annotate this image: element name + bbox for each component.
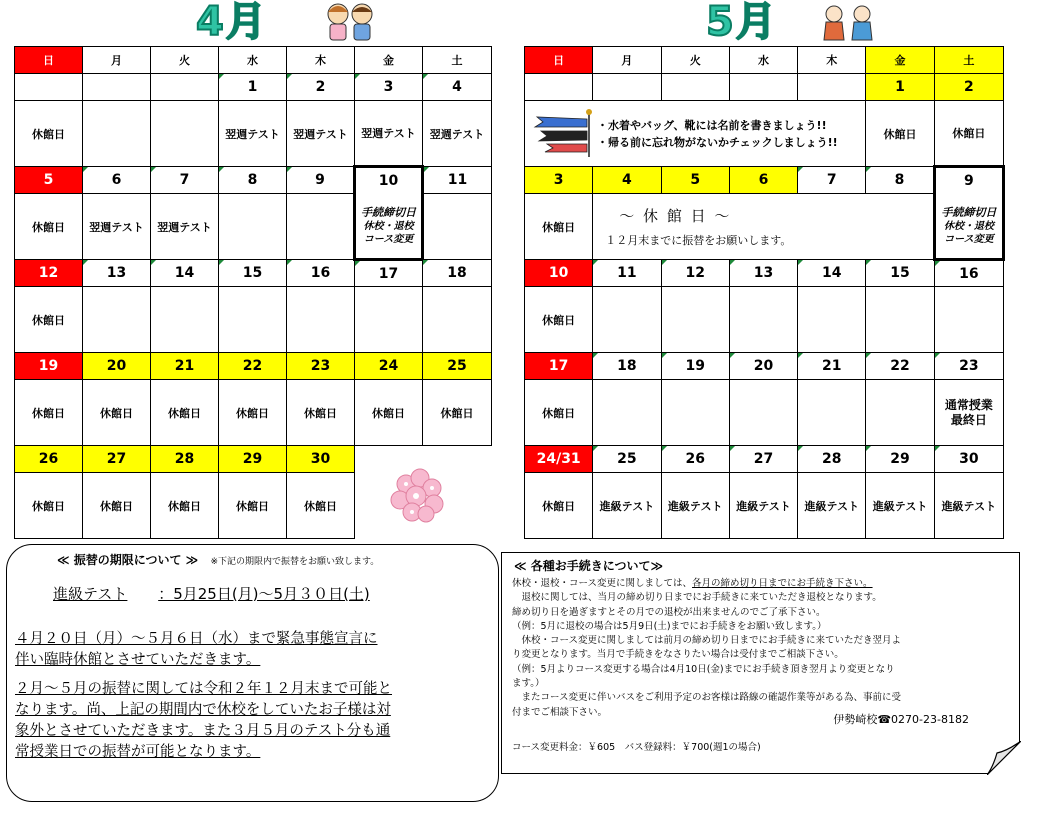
day-event xyxy=(798,287,866,353)
weekday-header: 火 xyxy=(661,47,729,74)
day-event: 翌週テスト xyxy=(219,101,287,167)
weekday-header: 金 xyxy=(355,47,423,74)
day-event xyxy=(219,287,287,353)
day-event: 休館日 xyxy=(15,380,83,446)
notice-heading: ≪ 各種お手続きについて≫ xyxy=(514,559,664,573)
day-event xyxy=(287,287,355,353)
day-number: 29 xyxy=(219,446,287,473)
day-event xyxy=(355,287,423,353)
day-event xyxy=(729,287,797,353)
day-number: 15 xyxy=(219,260,287,287)
day-event: 休館日 xyxy=(525,194,593,260)
day-event: 翌週テスト xyxy=(83,194,151,260)
day-event xyxy=(661,287,729,353)
closed-subtext: １２月末までに振替をお願いします。 xyxy=(605,234,792,247)
day-number: 23 xyxy=(287,353,355,380)
day-number: 1 xyxy=(866,74,934,101)
day-event xyxy=(798,380,866,446)
day-number: 15 xyxy=(866,260,934,287)
day-number: 26 xyxy=(661,446,729,473)
procedure-line: 退校に関しては、当月の締め切り日までにお手続きに来ていただき退校となります。 xyxy=(512,592,882,604)
day-number: 14 xyxy=(798,260,866,287)
day-number: 2 xyxy=(934,74,1003,101)
day-number: 11 xyxy=(593,260,661,287)
day-event xyxy=(151,101,219,167)
day-number: 10 xyxy=(355,167,423,194)
day-number: 18 xyxy=(593,353,661,380)
day-number xyxy=(525,74,593,101)
day-event: 休館日 xyxy=(151,380,219,446)
day-event: 休館日 xyxy=(219,473,287,539)
day-number: 26 xyxy=(15,446,83,473)
notice-heading-note: ※下記の期限内で振替をお願い致します。 xyxy=(210,557,380,567)
day-number: 19 xyxy=(661,353,729,380)
day-number: 4 xyxy=(593,167,661,194)
day-number: 4 xyxy=(423,74,492,101)
day-number: 25 xyxy=(593,446,661,473)
day-event xyxy=(866,287,934,353)
day-event xyxy=(593,380,661,446)
page-curl-icon xyxy=(987,741,1021,775)
day-event: 進級テスト xyxy=(798,473,866,539)
day-number: 6 xyxy=(729,167,797,194)
day-event: 休館日 xyxy=(525,473,593,539)
procedure-line: （例：5月に退校の場合は5月9日(土)までにお手続きをお願い致します。） xyxy=(512,620,827,632)
day-event xyxy=(83,287,151,353)
day-number: 12 xyxy=(15,260,83,287)
weekday-header: 木 xyxy=(287,47,355,74)
day-number xyxy=(593,74,661,101)
note-line: ・水着やバッグ、靴には名前を書きましょう!! xyxy=(597,118,827,132)
deadline-line: 休校・退校 xyxy=(363,220,414,232)
procedure-line: 付までご相談下さい。 xyxy=(512,706,608,718)
day-event: 休館日 xyxy=(525,287,593,353)
weekday-header: 月 xyxy=(593,47,661,74)
note-line: ・帰る前に忘れ物がないかチェックしましょう!! xyxy=(597,135,838,149)
deadline-title: 手続締切日 xyxy=(941,205,997,219)
may-title: 5月 xyxy=(706,0,778,45)
day-number: 19 xyxy=(15,353,83,380)
day-number xyxy=(83,74,151,101)
carp-streamer-icon xyxy=(529,109,593,159)
weekday-header: 月 xyxy=(83,47,151,74)
day-number: 5 xyxy=(661,167,729,194)
day-event xyxy=(151,287,219,353)
day-number: 12 xyxy=(661,260,729,287)
day-event: 休館日 xyxy=(15,287,83,353)
day-number xyxy=(729,74,797,101)
day-event: 休館日 xyxy=(219,380,287,446)
day-number: 18 xyxy=(423,260,492,287)
procedure-line: 休校・退校・コース変更に関しましては、 xyxy=(512,578,693,589)
makeup-deadline-notice xyxy=(6,544,499,802)
procedure-line: 各月の締め切り日までにお手続き下さい。 xyxy=(692,578,873,589)
day-number: 8 xyxy=(219,167,287,194)
day-event xyxy=(287,194,355,260)
procedure-line: ます。） xyxy=(512,678,545,690)
procedure-line: またコース変更に伴いバスをご利用予定のお客様は路線の確認作業等がある為、事前に受 xyxy=(512,692,902,704)
day-number: 24 xyxy=(355,353,423,380)
day-event xyxy=(83,101,151,167)
day-number: 27 xyxy=(729,446,797,473)
deadline-cell xyxy=(355,194,423,260)
weekday-header: 土 xyxy=(934,47,1003,74)
children-illustration xyxy=(322,0,380,44)
day-event: 翌週テスト xyxy=(287,101,355,167)
day-number: 20 xyxy=(83,353,151,380)
day-number: 28 xyxy=(151,446,219,473)
day-number: 14 xyxy=(151,260,219,287)
day-number: 16 xyxy=(287,260,355,287)
day-number: 25 xyxy=(423,353,492,380)
day-event: 休館日 xyxy=(287,473,355,539)
day-number xyxy=(661,74,729,101)
day-event xyxy=(729,380,797,446)
day-event xyxy=(219,194,287,260)
weekday-header: 水 xyxy=(729,47,797,74)
procedures-notice xyxy=(501,552,1020,774)
day-event: 進級テスト xyxy=(866,473,934,539)
notes-cell xyxy=(525,101,866,167)
day-number: 29 xyxy=(866,446,934,473)
day-number: 22 xyxy=(219,353,287,380)
day-number xyxy=(15,74,83,101)
april-title: 4月 xyxy=(196,0,268,45)
day-number: 7 xyxy=(151,167,219,194)
test-label: 進級テスト xyxy=(53,585,128,603)
day-number: 13 xyxy=(83,260,151,287)
day-event: 進級テスト xyxy=(593,473,661,539)
notice-line: ２月～５月の振替に関しては令和２年１２月末まで可能と xyxy=(15,681,392,697)
notice-line: なります。尚、上記の期間内で休校をしていたお子様は対 xyxy=(15,702,391,718)
day-number: 1 xyxy=(219,74,287,101)
day-number: 23 xyxy=(934,353,1003,380)
weekday-header: 金 xyxy=(866,47,934,74)
weekday-header: 日 xyxy=(525,47,593,74)
weekday-header: 木 xyxy=(798,47,866,74)
notice-line: ４月２０日（月）～５月６日（水）まで緊急事態宣言に xyxy=(15,631,378,647)
day-number: 5 xyxy=(15,167,83,194)
day-number: 3 xyxy=(525,167,593,194)
day-event xyxy=(934,287,1003,353)
day-event xyxy=(593,287,661,353)
day-event: 翌週テスト xyxy=(355,101,423,167)
day-number: 11 xyxy=(423,167,492,194)
procedure-line: り変更となります。当月で手続きをなさりたい場合は受付までご相談下さい。 xyxy=(512,649,844,661)
event-line: 最終日 xyxy=(950,412,987,427)
day-number xyxy=(798,74,866,101)
day-event: 休館日 xyxy=(934,101,1003,167)
day-number: 21 xyxy=(798,353,866,380)
day-number: 17 xyxy=(525,353,593,380)
day-number: 8 xyxy=(866,167,934,194)
day-number: 30 xyxy=(287,446,355,473)
deadline-line: コース変更 xyxy=(944,233,994,245)
weekday-header: 水 xyxy=(219,47,287,74)
day-number: 13 xyxy=(729,260,797,287)
day-event: 休館日 xyxy=(525,380,593,446)
deadline-cell xyxy=(934,194,1003,260)
weekday-header: 日 xyxy=(15,47,83,74)
weekday-header: 火 xyxy=(151,47,219,74)
deadline-line: 休校・退校 xyxy=(943,220,994,232)
event-line: 通常授業 xyxy=(944,397,993,412)
day-event: 休館日 xyxy=(83,380,151,446)
day-number xyxy=(151,74,219,101)
day-number: 28 xyxy=(798,446,866,473)
day-event: 休館日 xyxy=(83,473,151,539)
day-event xyxy=(661,380,729,446)
cherry-blossom-icon xyxy=(384,466,454,526)
day-number: 16 xyxy=(934,260,1003,287)
test-period: ：5月25日(月)～5月３０日(土) xyxy=(158,585,370,603)
contact-phone: 伊勢崎校☎0270-23-8182 xyxy=(833,713,969,726)
weekday-header: 土 xyxy=(423,47,492,74)
day-event: 休館日 xyxy=(15,473,83,539)
day-number: 9 xyxy=(934,167,1003,194)
day-number: 9 xyxy=(287,167,355,194)
day-number: 10 xyxy=(525,260,593,287)
day-event: 翌週テスト xyxy=(423,101,492,167)
notice-heading: ≪ 振替の期限について ≫ xyxy=(57,553,199,567)
day-event: 休館日 xyxy=(151,473,219,539)
day-number: 21 xyxy=(151,353,219,380)
day-event: 進級テスト xyxy=(661,473,729,539)
day-event xyxy=(866,380,934,446)
day-number: 2 xyxy=(287,74,355,101)
day-event: 進級テスト xyxy=(934,473,1003,539)
dolls-illustration xyxy=(820,2,878,42)
day-event: 休館日 xyxy=(423,380,492,446)
day-event xyxy=(934,380,1003,446)
closed-period-cell xyxy=(593,194,934,260)
day-event: 休館日 xyxy=(355,380,423,446)
procedure-line: 締め切り日を過ぎますとその月での退校が出来ませんのでご了承下さい。 xyxy=(512,606,826,618)
day-event: 休館日 xyxy=(287,380,355,446)
day-number: 22 xyxy=(866,353,934,380)
procedure-line: 休校・コース変更に関しましては前月の締め切り日までにお手続きに来ていただき翌月よ xyxy=(512,635,902,647)
notice-line: 常授業日での振替が可能となります。 xyxy=(15,744,261,760)
procedure-line: （例：5月よりコース変更する場合は4月10日(金)までにお手続き頂き翌月より変更となり xyxy=(512,663,895,675)
deadline-line: コース変更 xyxy=(363,233,414,245)
day-number: 24/31 xyxy=(525,446,593,473)
day-number: 20 xyxy=(729,353,797,380)
day-event: 休館日 xyxy=(866,101,934,167)
day-number: 3 xyxy=(355,74,423,101)
deadline-title: 手続締切日 xyxy=(361,205,416,219)
closed-banner: ～ 休 館 日 ～ xyxy=(619,207,732,225)
day-event xyxy=(423,287,492,353)
day-number: 7 xyxy=(798,167,866,194)
day-event: 休館日 xyxy=(15,194,83,260)
day-number: 6 xyxy=(83,167,151,194)
may-calendar xyxy=(524,46,1005,539)
notice-line: 象外とさせていただきます。また３月５月のテスト分も通 xyxy=(15,723,391,739)
day-number: 30 xyxy=(934,446,1003,473)
day-event: 進級テスト xyxy=(729,473,797,539)
day-event xyxy=(423,194,492,260)
day-number: 17 xyxy=(355,260,423,287)
day-event: 翌週テスト xyxy=(151,194,219,260)
day-event: 休館日 xyxy=(15,101,83,167)
day-number: 27 xyxy=(83,446,151,473)
notice-line: 伴い臨時休館とさせていただきます。 xyxy=(15,652,261,668)
fee-info: コース変更料金：￥605 バス登録料：￥700(週1の場合) xyxy=(512,742,761,753)
